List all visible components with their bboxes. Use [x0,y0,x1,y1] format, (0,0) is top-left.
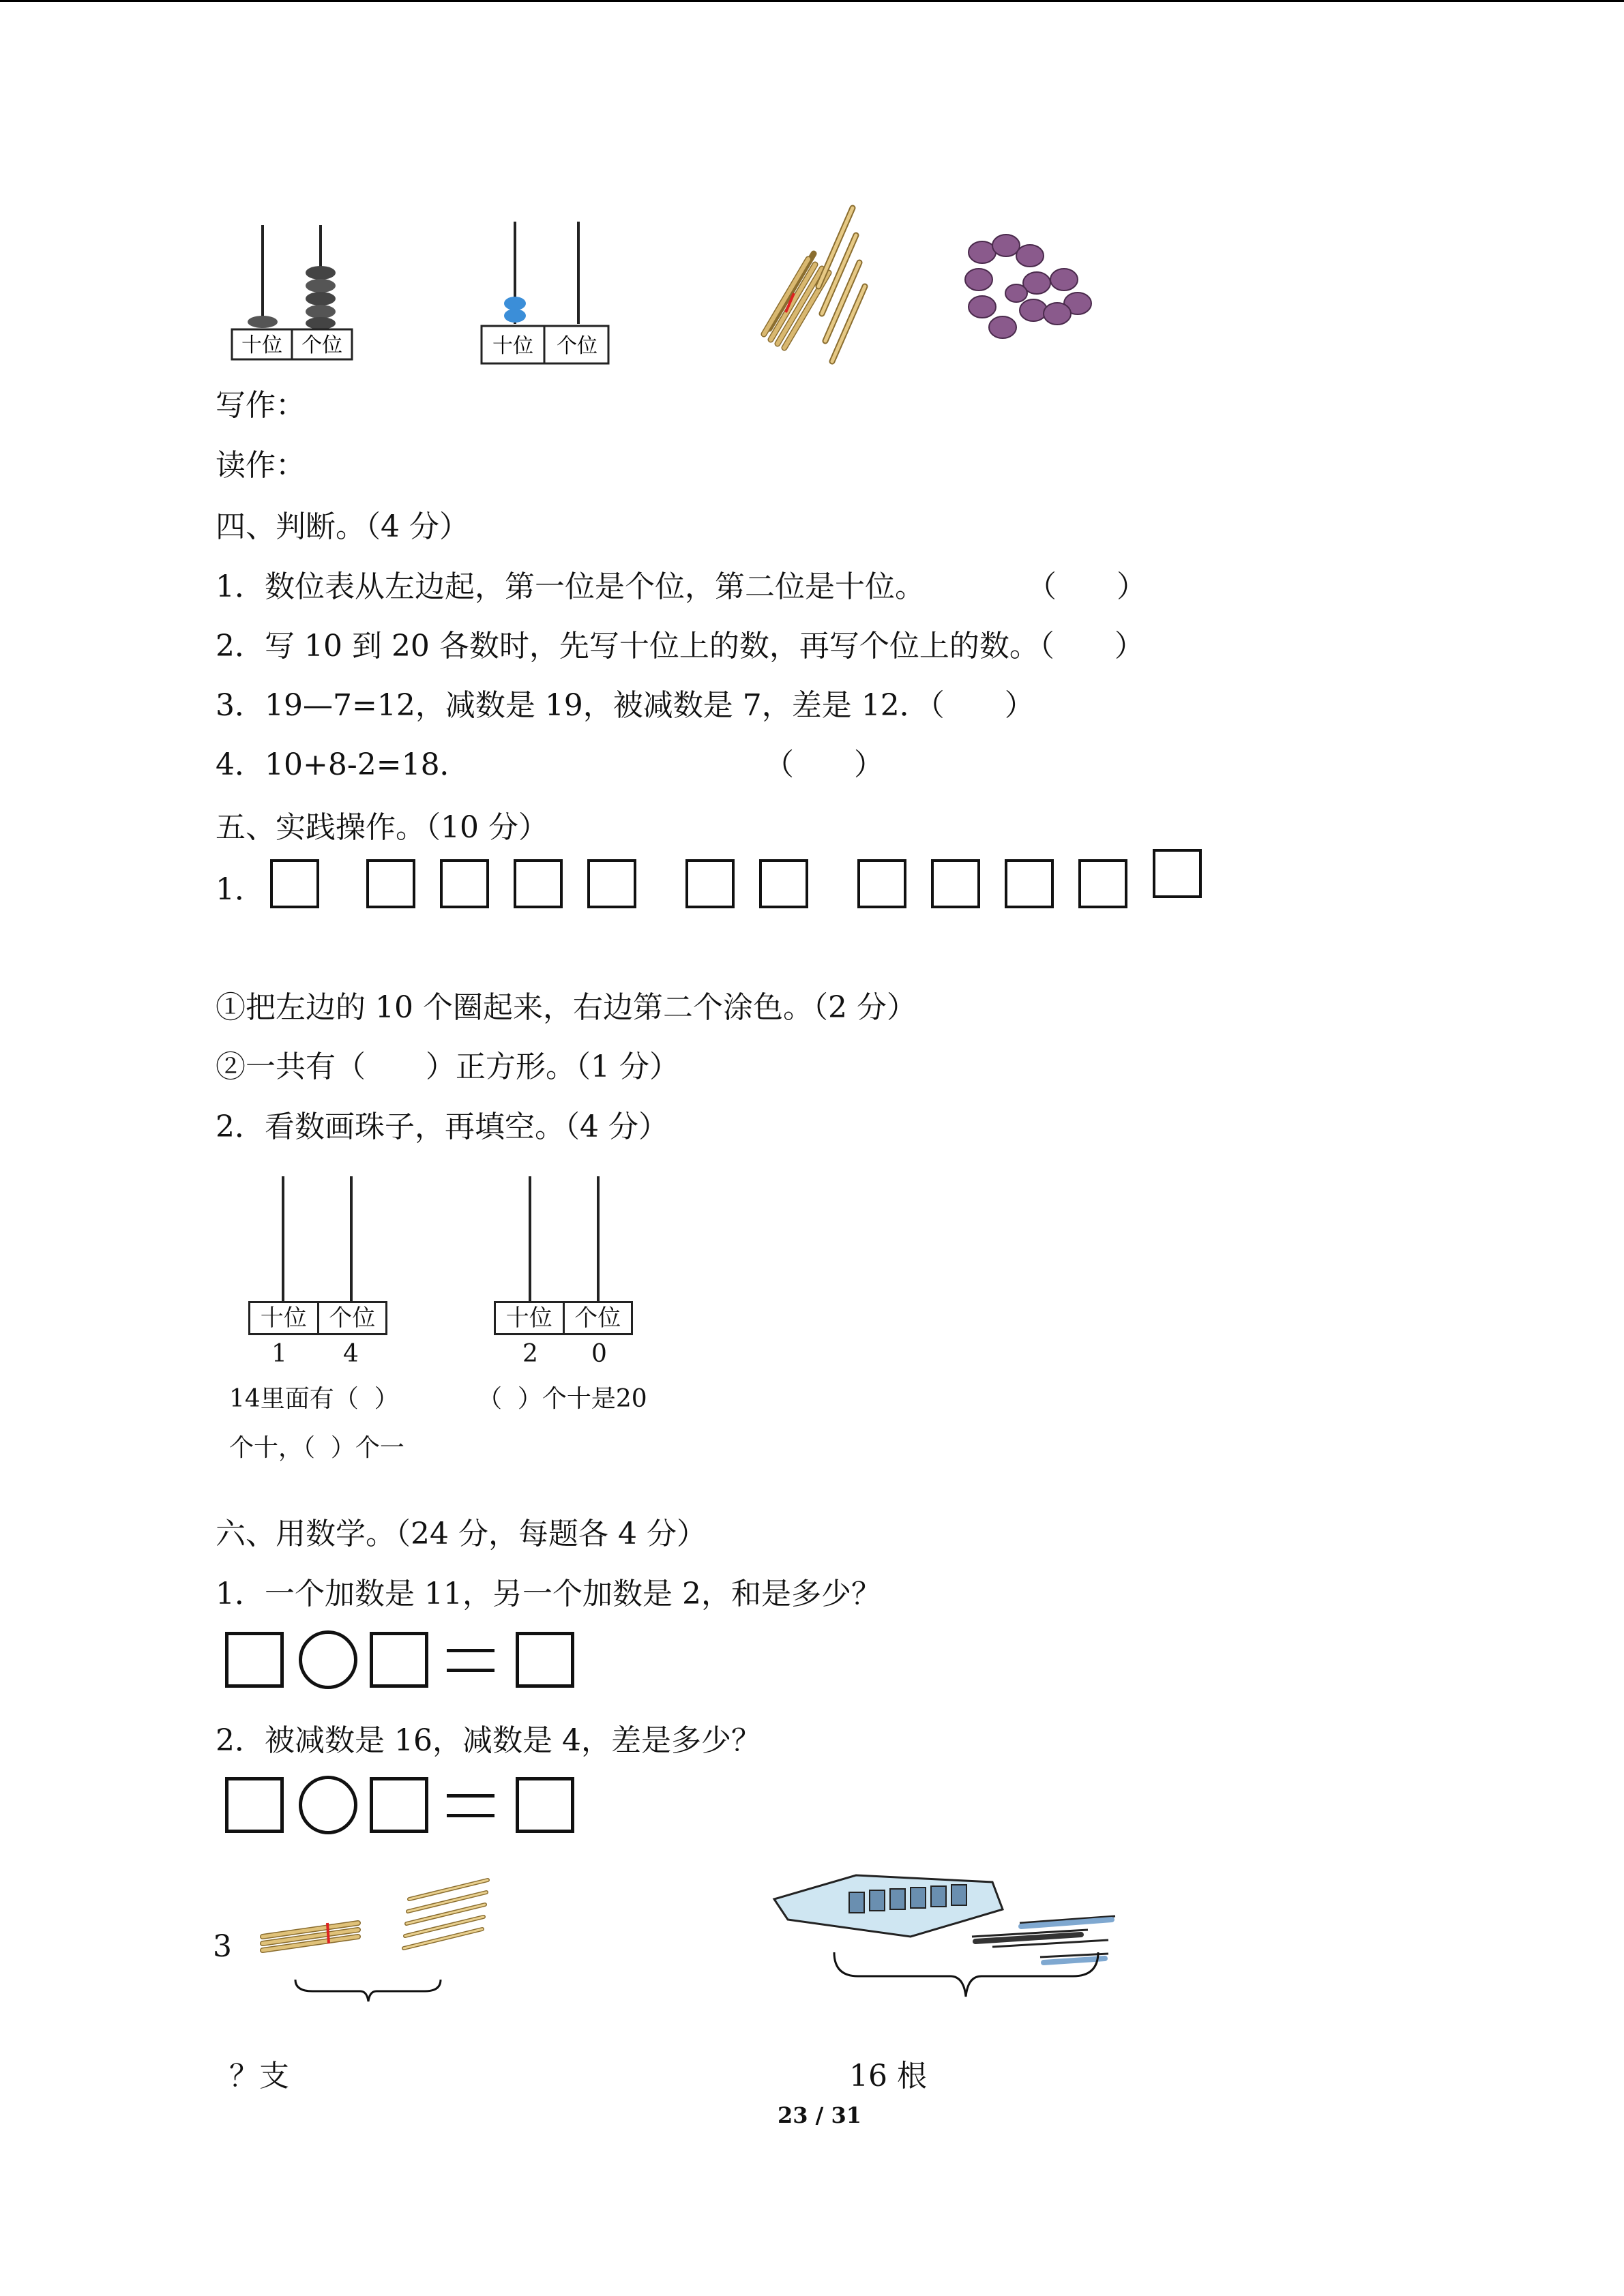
section6-heading: 六、用数学。（24 分，每题各 4 分） [216,1517,707,1551]
square-5[interactable] [587,859,636,908]
judge-item-1: 1．数位表从左边起，第一位是个位，第二位是十位。 [216,569,925,604]
square-2[interactable] [366,859,415,908]
square-10[interactable] [1005,859,1054,908]
judge-item-4: 4．10+8-2=18． [216,747,470,782]
eq2-equals-sign [447,1794,494,1817]
judge-item-1-answer[interactable]: （ ） [1027,569,1147,604]
left-brace [292,1974,445,2008]
s6-q1: 1．一个加数是 11，另一个加数是 2，和是多少？ [216,1577,881,1611]
abacus-illustration-2 [477,218,614,372]
read-label: 读作： [216,448,306,483]
eq1-box-1[interactable] [225,1632,284,1688]
abacus-b-tens-digit: 2 [522,1340,538,1368]
abacus-a-tens-label: 十位 [260,1304,307,1332]
s6-q3-label: 3 [213,1929,232,1964]
abacus-b-place-table [494,1301,633,1335]
eq2-answer-box[interactable] [516,1777,574,1833]
judge-item-4-answer[interactable]: （ ） [764,747,884,782]
sticks-bundle-illustration [743,198,880,368]
abacus-2-tens-label: 十位 [492,334,533,358]
square-1[interactable] [270,859,319,908]
section5-heading: 五、实践操作。（10 分） [216,810,548,845]
right-brace [831,1949,1104,2003]
write-label: 写作： [216,388,306,423]
square-6[interactable] [685,859,735,908]
q3-right-label: 16 根 [849,2059,927,2093]
fill-b: （ ）个十是20 [477,1385,647,1413]
page-separator: / [808,2102,831,2128]
s6-q2: 2．被减数是 16，减数是 4，差是多少？ [216,1723,761,1758]
eq2-box-2[interactable] [370,1777,428,1833]
q1-label: 1． [216,872,265,907]
square-7[interactable] [759,859,808,908]
judge-item-2: 2．写 10 到 20 各数时，先写十位上的数，再写个位上的数。（ ） [216,629,1145,664]
square-9[interactable] [931,859,980,908]
abacus-a-ones-digit: 4 [343,1340,359,1368]
eq1-box-2[interactable] [370,1632,428,1688]
square-4[interactable] [514,859,563,908]
square-12[interactable] [1153,849,1202,898]
abacus-a-tens-digit: 1 [271,1340,287,1368]
square-3[interactable] [440,859,489,908]
page-top-rule [0,0,1624,2]
judge-item-3: 3．19—7=12，减数是 19，被减数是 7，差是 12．（ ） [216,688,1035,723]
page-number [778,2102,861,2128]
page-total: 31 [831,2102,862,2128]
eq2-operator-circle[interactable] [299,1776,357,1834]
eq1-equals-sign [447,1649,494,1672]
page-current: 23 [778,2102,808,2128]
section4-heading: 四、判断。（4 分） [216,509,469,544]
abacus-1-tens-label: 十位 [241,333,282,357]
fill-a-line1: 14里面有（ ） [229,1385,399,1413]
abacus-b-tens-label: 十位 [505,1304,552,1332]
abacus-b-ones-digit: 0 [591,1340,607,1368]
eq1-answer-box[interactable] [516,1632,574,1688]
shells-illustration [962,225,1112,361]
q3-left-answer-label: ？支 [229,2059,289,2093]
square-8[interactable] [857,859,906,908]
q2-heading: 2．看数画珠子，再填空。（4 分） [216,1109,668,1144]
abacus-2-ones-label: 个位 [557,334,597,358]
abacus-a-place-table [248,1301,387,1335]
abacus-b-ones-label: 个位 [563,1303,632,1333]
abacus-a-ones-label: 个位 [317,1303,386,1333]
q1-sub2: ②一共有（ ）正方形。（1 分） [216,1049,679,1084]
eq2-box-1[interactable] [225,1777,284,1833]
eq1-operator-circle[interactable] [299,1630,357,1689]
abacus-1-ones-label: 个位 [301,333,342,357]
q1-sub1: ①把左边的 10 个圈起来，右边第二个涂色。（2 分） [216,990,917,1025]
square-11[interactable] [1078,859,1127,908]
abacus-illustration-1 [225,218,361,368]
fill-a-line2: 个十，（ ）个一 [229,1434,404,1462]
